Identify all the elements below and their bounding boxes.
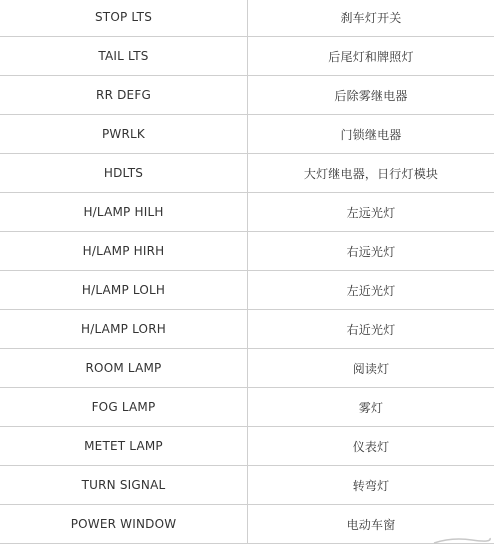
fuse-description-cell: 雾灯 <box>248 388 494 427</box>
table-row <box>0 0 494 37</box>
fuse-code-cell: METET LAMP <box>0 427 248 466</box>
fuse-description-cell: 后尾灯和牌照灯 <box>248 37 494 76</box>
fuse-code-cell: HDLTS <box>0 154 248 193</box>
table-row <box>0 37 494 76</box>
table-row <box>0 466 494 505</box>
fuse-code-cell: STOP LTS <box>0 0 248 37</box>
fuse-code-cell: H/LAMP HILH <box>0 193 248 232</box>
fuse-code-cell: TAIL LTS <box>0 37 248 76</box>
fuse-description-cell: 右远光灯 <box>248 232 494 271</box>
fuse-description-cell: 仪表灯 <box>248 427 494 466</box>
fuse-description-cell: 右近光灯 <box>248 310 494 349</box>
table-row <box>0 115 494 154</box>
table-row <box>0 76 494 115</box>
watermark-swoosh <box>432 536 492 544</box>
fuse-code-cell: H/LAMP LORH <box>0 310 248 349</box>
fuse-description-cell: 刹车灯开关 <box>248 0 494 37</box>
table-row <box>0 232 494 271</box>
fuse-description-cell: 电动车窗 <box>248 505 494 544</box>
fuse-code-cell: TURN SIGNAL <box>0 466 248 505</box>
table-row <box>0 193 494 232</box>
table-row <box>0 154 494 193</box>
fuse-description-cell: 转弯灯 <box>248 466 494 505</box>
table-row <box>0 505 494 544</box>
fuse-code-cell: H/LAMP LOLH <box>0 271 248 310</box>
fuse-description-cell: 大灯继电器，日行灯模块 <box>248 154 494 193</box>
fuse-code-cell: PWRLK <box>0 115 248 154</box>
table-row <box>0 271 494 310</box>
table-row <box>0 427 494 466</box>
table-row <box>0 388 494 427</box>
fuse-description-cell: 左远光灯 <box>248 193 494 232</box>
fuse-description-cell: 阅读灯 <box>248 349 494 388</box>
fuse-description-cell: 门锁继电器 <box>248 115 494 154</box>
fuse-description-cell: 后除雾继电器 <box>248 76 494 115</box>
fuse-code-cell: H/LAMP HIRH <box>0 232 248 271</box>
fuse-code-cell: FOG LAMP <box>0 388 248 427</box>
table-row <box>0 310 494 349</box>
fuse-code-cell: ROOM LAMP <box>0 349 248 388</box>
fuse-code-cell: RR DEFG <box>0 76 248 115</box>
table-row <box>0 349 494 388</box>
fuse-description-cell: 左近光灯 <box>248 271 494 310</box>
fuse-code-cell: POWER WINDOW <box>0 505 248 544</box>
